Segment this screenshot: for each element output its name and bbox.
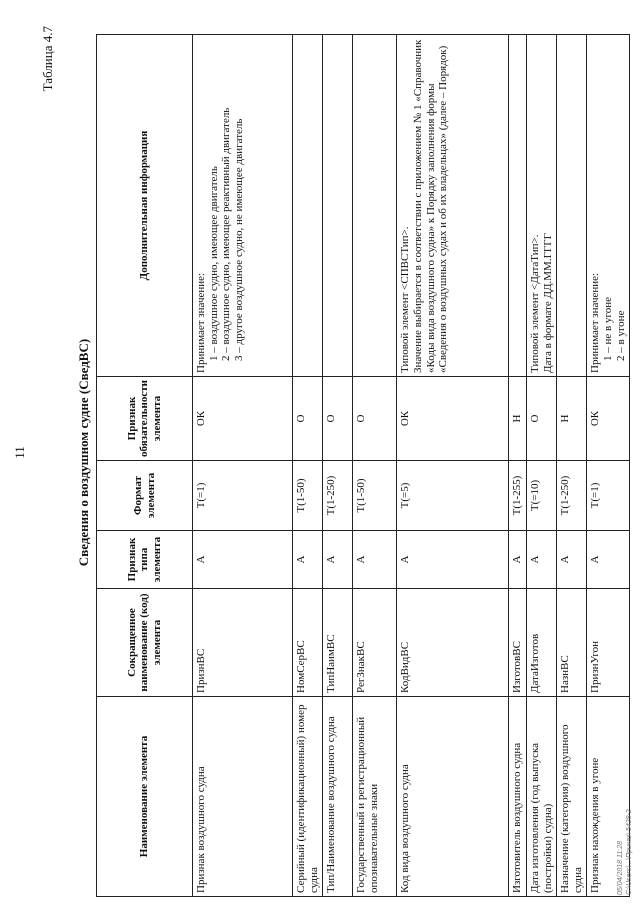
table-row — [353, 35, 397, 897]
footer-stamp-path: C:\Users\...\Приказ\ 5428-2 — [625, 809, 633, 895]
cell-element-name: Назначение (категория) воздушного судна — [557, 697, 587, 897]
info-line: Значение выбирается в соответствии с приложением № 1 «Справочник «Коды вида воздушного судна» к Порядку заполнения формы «Сведения о воздушных судах и об их владельцах» (далее – Порядок) — [411, 39, 450, 373]
info-line: Принимает значение: — [589, 272, 602, 373]
cell-element-format: Т(1-50) — [293, 461, 323, 531]
cell-element-format: Т(1-255) — [509, 461, 527, 531]
cell-element-type: А — [587, 531, 630, 589]
cell-additional-info — [323, 35, 353, 377]
cell-element-code: НомСерВС — [293, 589, 323, 697]
cell-element-code: НазнВС — [557, 589, 587, 697]
table-row — [193, 35, 293, 897]
table-row — [293, 35, 323, 897]
cell-additional-info — [293, 35, 323, 377]
cell-element-name: Изготовитель воздушного судна — [509, 697, 527, 897]
table-header-row — [97, 35, 193, 897]
cell-additional-info — [509, 35, 527, 377]
cell-additional-info — [557, 35, 587, 377]
table-body — [193, 35, 630, 897]
info-line: 3 – другое воздушное судно, не имеющее двигатель — [232, 118, 245, 361]
table-row — [526, 35, 556, 897]
cell-element-name: Дата изготовления (год выпуска (постройки) судна) — [526, 697, 556, 897]
cell-additional-info — [397, 35, 509, 377]
cell-element-required: О — [353, 377, 397, 461]
cell-element-code: ИзготовВС — [509, 589, 527, 697]
info-line: 2 – в угоне — [614, 310, 627, 361]
cell-element-required: ОК — [587, 377, 630, 461]
cell-element-required: ОК — [397, 377, 509, 461]
cell-element-format: Т(=1) — [193, 461, 293, 531]
cell-element-required: ОК — [193, 377, 293, 461]
cell-element-type: А — [293, 531, 323, 589]
table-label: Таблица 4.7 — [40, 26, 55, 92]
cell-element-code: ПризнУгон — [587, 589, 630, 697]
cell-element-format: Т(1-250) — [557, 461, 587, 531]
cell-element-format: Т(=5) — [397, 461, 509, 531]
footer-stamp — [617, 809, 634, 895]
cell-element-name: Серийный (идентификационный) номер судна — [293, 697, 323, 897]
cell-element-name: Признак воздушного судна — [193, 697, 293, 897]
cell-element-name: Признак нахождения в угоне — [587, 697, 630, 897]
cell-element-type: А — [397, 531, 509, 589]
info-line: 1 – не в угоне — [602, 297, 615, 361]
page-number: 11 — [12, 446, 27, 459]
header-element-type: Признак типа элемента — [97, 531, 193, 589]
table-row — [323, 35, 353, 897]
cell-additional-info — [587, 35, 630, 377]
cell-element-required: О — [293, 377, 323, 461]
cell-element-name: Код вида воздушного судна — [397, 697, 509, 897]
footer-stamp-date: 05/04/2018 11:28 — [617, 841, 625, 895]
cell-element-type: А — [193, 531, 293, 589]
cell-element-format: Т(1-50) — [353, 461, 397, 531]
cell-additional-info — [526, 35, 556, 377]
info-line: 1 – воздушное судно, имеющее двигатель — [207, 166, 220, 361]
info-line: Принимает значение: — [195, 272, 207, 373]
cell-element-name: Государственный и регистрационный опознавательные знаки — [353, 697, 397, 897]
cell-element-required: О — [323, 377, 353, 461]
cell-element-format: Т(=1) — [587, 461, 630, 531]
cell-element-type: А — [509, 531, 527, 589]
info-line: Типовой элемент <ДатаТип>. — [528, 234, 541, 373]
header-additional-info: Дополнительная информация — [97, 35, 193, 377]
info-line: Типовой элемент <СПВСТип>. — [399, 226, 412, 373]
table-row — [557, 35, 587, 897]
cell-additional-info — [193, 35, 293, 377]
header-element-required: Признак обязательности элемента — [97, 377, 193, 461]
table-row — [397, 35, 509, 897]
cell-element-required: О — [526, 377, 556, 461]
cell-element-required: Н — [509, 377, 527, 461]
cell-element-type: А — [353, 531, 397, 589]
table-title: Сведения о воздушном судне (СведВС) — [76, 338, 91, 567]
table-row — [587, 35, 630, 897]
cell-element-code: КодВидВС — [397, 589, 509, 697]
cell-element-code: ПризнВС — [193, 589, 293, 697]
header-element-name: Наименование элемента — [97, 697, 193, 897]
elements-table — [96, 34, 630, 897]
cell-element-type: А — [323, 531, 353, 589]
info-line: 2 – воздушное судно, имеющее реактивный двигатель — [220, 107, 233, 361]
header-element-format: Формат элемента — [97, 461, 193, 531]
cell-element-type: А — [557, 531, 587, 589]
cell-element-name: Тип/Наименование воздушного судна — [323, 697, 353, 897]
cell-element-format: Т(=10) — [526, 461, 556, 531]
cell-element-code: ДатаИзготов — [526, 589, 556, 697]
cell-additional-info — [353, 35, 397, 377]
cell-element-code: РегЗнакВС — [353, 589, 397, 697]
info-line: Дата в формате ДД.ММ.ГГГГ — [541, 232, 554, 373]
cell-element-code: ТипНаимВС — [323, 589, 353, 697]
cell-element-type: А — [526, 531, 556, 589]
table-row — [509, 35, 527, 897]
cell-element-required: Н — [557, 377, 587, 461]
cell-element-format: Т(1-250) — [323, 461, 353, 531]
header-element-code: Сокращенное наименование (код) элемента — [97, 589, 193, 697]
